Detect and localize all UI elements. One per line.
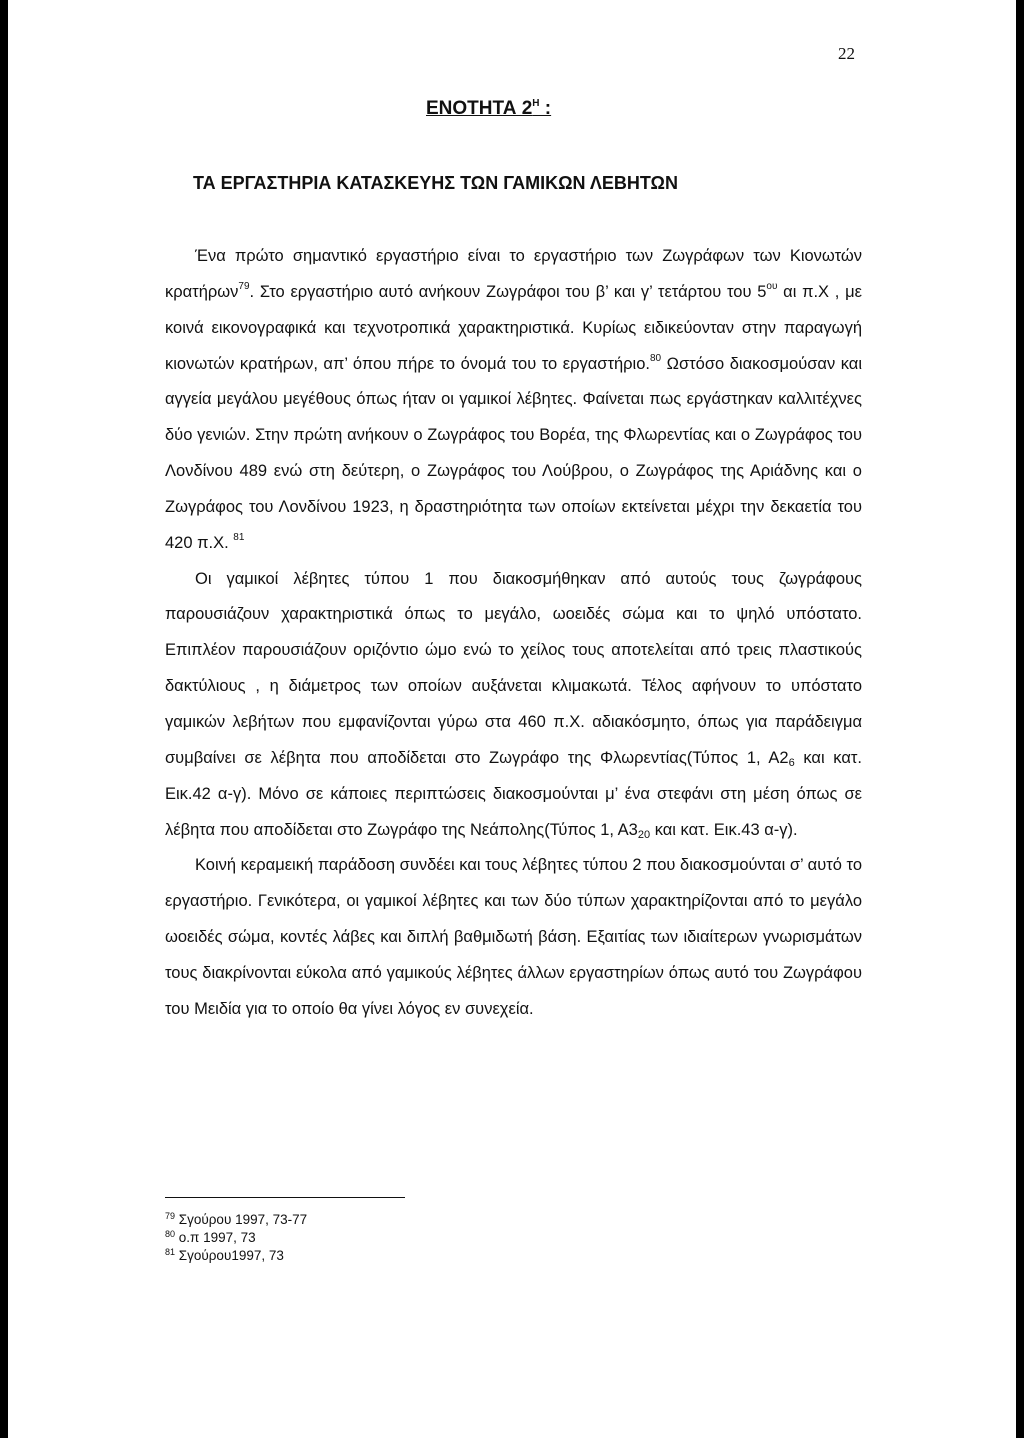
paragraph-1: [165, 239, 862, 562]
paragraph-3: [165, 848, 862, 1027]
unit-title-suffix: :: [539, 98, 552, 119]
paragraph-2-text-b: και κατ. Εικ.42 α-γ). Μόνο σε κάποιες περιπτώσεις διακοσμούνται μ’ ένα στεφάνι στη μέση όπως σε λέβητα που αποδίδεται στο Ζωγράφο της Νεάπολης(Τύπος 1, Α3: [165, 748, 862, 839]
chapter-title: ΤΑ ΕΡΓΑΣΤΗΡΙΑ ΚΑΤΑΣΚΕΥΗΣ ΤΩΝ ΓΑΜΙΚΩΝ ΛΕΒΗΤΩΝ: [193, 173, 678, 193]
footnote-ref-81: 81: [233, 531, 245, 543]
paragraph-2-text-a: Οι γαμικοί λέβητες τύπου 1 που διακοσμήθηκαν από αυτούς τους ζωγράφους παρουσιάζουν χαρακτηριστικά όπως το μεγάλο, ωοειδές σώμα και το ψηλό υπόστατο. Επιπλέον παρουσιάζουν οριζόντιο ώμο ενώ το χείλος τους αποτελείται από τρεις πλαστικούς δακτύλιους , η διάμετρος των οποίων αυξάνεται κλιμακωτά. Τέλος αφήνουν το υπόστατο γαμικών λεβήτων που εμφανίζονται γύρω στα 460 π.Χ. αδιακόσμητο, όπως για παράδειγμα συμβαίνει σε λέβητα που αποδίδεται στο Ζωγράφο της Φλωρεντίας(Τύπος 1, Α2: [165, 569, 862, 767]
ordinal-superscript: ου: [766, 280, 778, 292]
footnote-text: Σγούρου1997, 73: [175, 1248, 284, 1264]
footnote-number: 81: [165, 1247, 176, 1258]
body-text: [165, 239, 862, 1028]
document-page: [8, 0, 1016, 1438]
footnotes: [165, 1211, 307, 1266]
footnote-number: 79: [165, 1211, 176, 1221]
unit-title-superscript: Η: [532, 98, 540, 109]
footnote-number: 80: [165, 1229, 176, 1240]
unit-title-text: ΕΝΟΤΗΤΑ 2: [426, 98, 533, 119]
paragraph-2: [165, 562, 862, 849]
paragraph-3-text: Κοινή κεραμεική παράδοση συνδέει και τους λέβητες τύπου 2 που διακοσμούνται σ’ αυτό το εργαστήριο. Γενικότερα, οι γαμικοί λέβητες και των δύο τύπων χαρακτηρίζονται από το μεγάλο ωοειδές σώμα, κοντές λάβες και διπλή βαθμιδωτή βάση. Εξαιτίας των ιδιαίτερων γνωρισμάτων τους διακρίνονται εύκολα από γαμικούς λέβητες άλλων εργαστηρίων όπως αυτό του Ζωγράφου του Μειδία για το οποίο θα γίνει λόγος εν συνεχεία.: [165, 856, 862, 1018]
footnote-80: [165, 1229, 307, 1247]
unit-title: [426, 98, 551, 120]
catalog-subscript-1: 6: [788, 756, 795, 769]
footnote-ref-79: 79: [238, 280, 250, 292]
paragraph-1-text-c: αι π.Χ , με κοινά εικονογραφικά και τεχνοτροπικά χαρακτηριστικά. Κυρίως ειδικεύονταν στην παραγωγή κιονωτών κρατήρων, απ’ όπου πήρε το όνομά του το εργαστήριο.: [165, 282, 862, 373]
paragraph-1-text-b: . Στο εργαστήριο αυτό ανήκουν Ζωγράφοι του β’ και γ’ τετάρτου του 5: [249, 282, 767, 301]
paragraph-2-text-c: και κατ. Εικ.43 α-γ).: [650, 820, 798, 839]
catalog-subscript-2: 20: [637, 828, 651, 841]
paragraph-1-text-d: Ωστόσο διακοσμούσαν και αγγεία μεγάλου μεγέθους όπως ήταν οι γαμικοί λέβητες. Φαίνεται πως εργάστηκαν καλλιτέχνες δύο γενιών. Στην πρώτη ανήκουν ο Ζωγράφος του Βορέα, της Φλωρεντίας και ο Ζωγράφος του Λονδίνου 489 ενώ στη δεύτερη, ο Ζωγράφος του Λούβρου, ο Ζωγράφος της Αριάδνης και ο Ζωγράφος του Λονδίνου 1923, η δραστηριότητα των οποίων εκτείνεται μέχρι την δεκαετία του 420 π.Χ.: [165, 354, 862, 552]
footnote-separator: [165, 1197, 405, 1198]
footnote-ref-80: 80: [649, 352, 662, 364]
footnote-text: Σγούρου 1997, 73-77: [175, 1212, 308, 1227]
footnote-text: ο.π 1997, 73: [175, 1230, 256, 1246]
footnote-81: [165, 1247, 307, 1265]
paragraph-1-text-a: Ένα πρώτο σημαντικό εργαστήριο είναι το εργαστήριο των Ζωγράφων των Κιονωτών κρατήρων: [165, 247, 862, 301]
page-number: 22: [838, 44, 855, 63]
footnote-79: [165, 1211, 307, 1229]
